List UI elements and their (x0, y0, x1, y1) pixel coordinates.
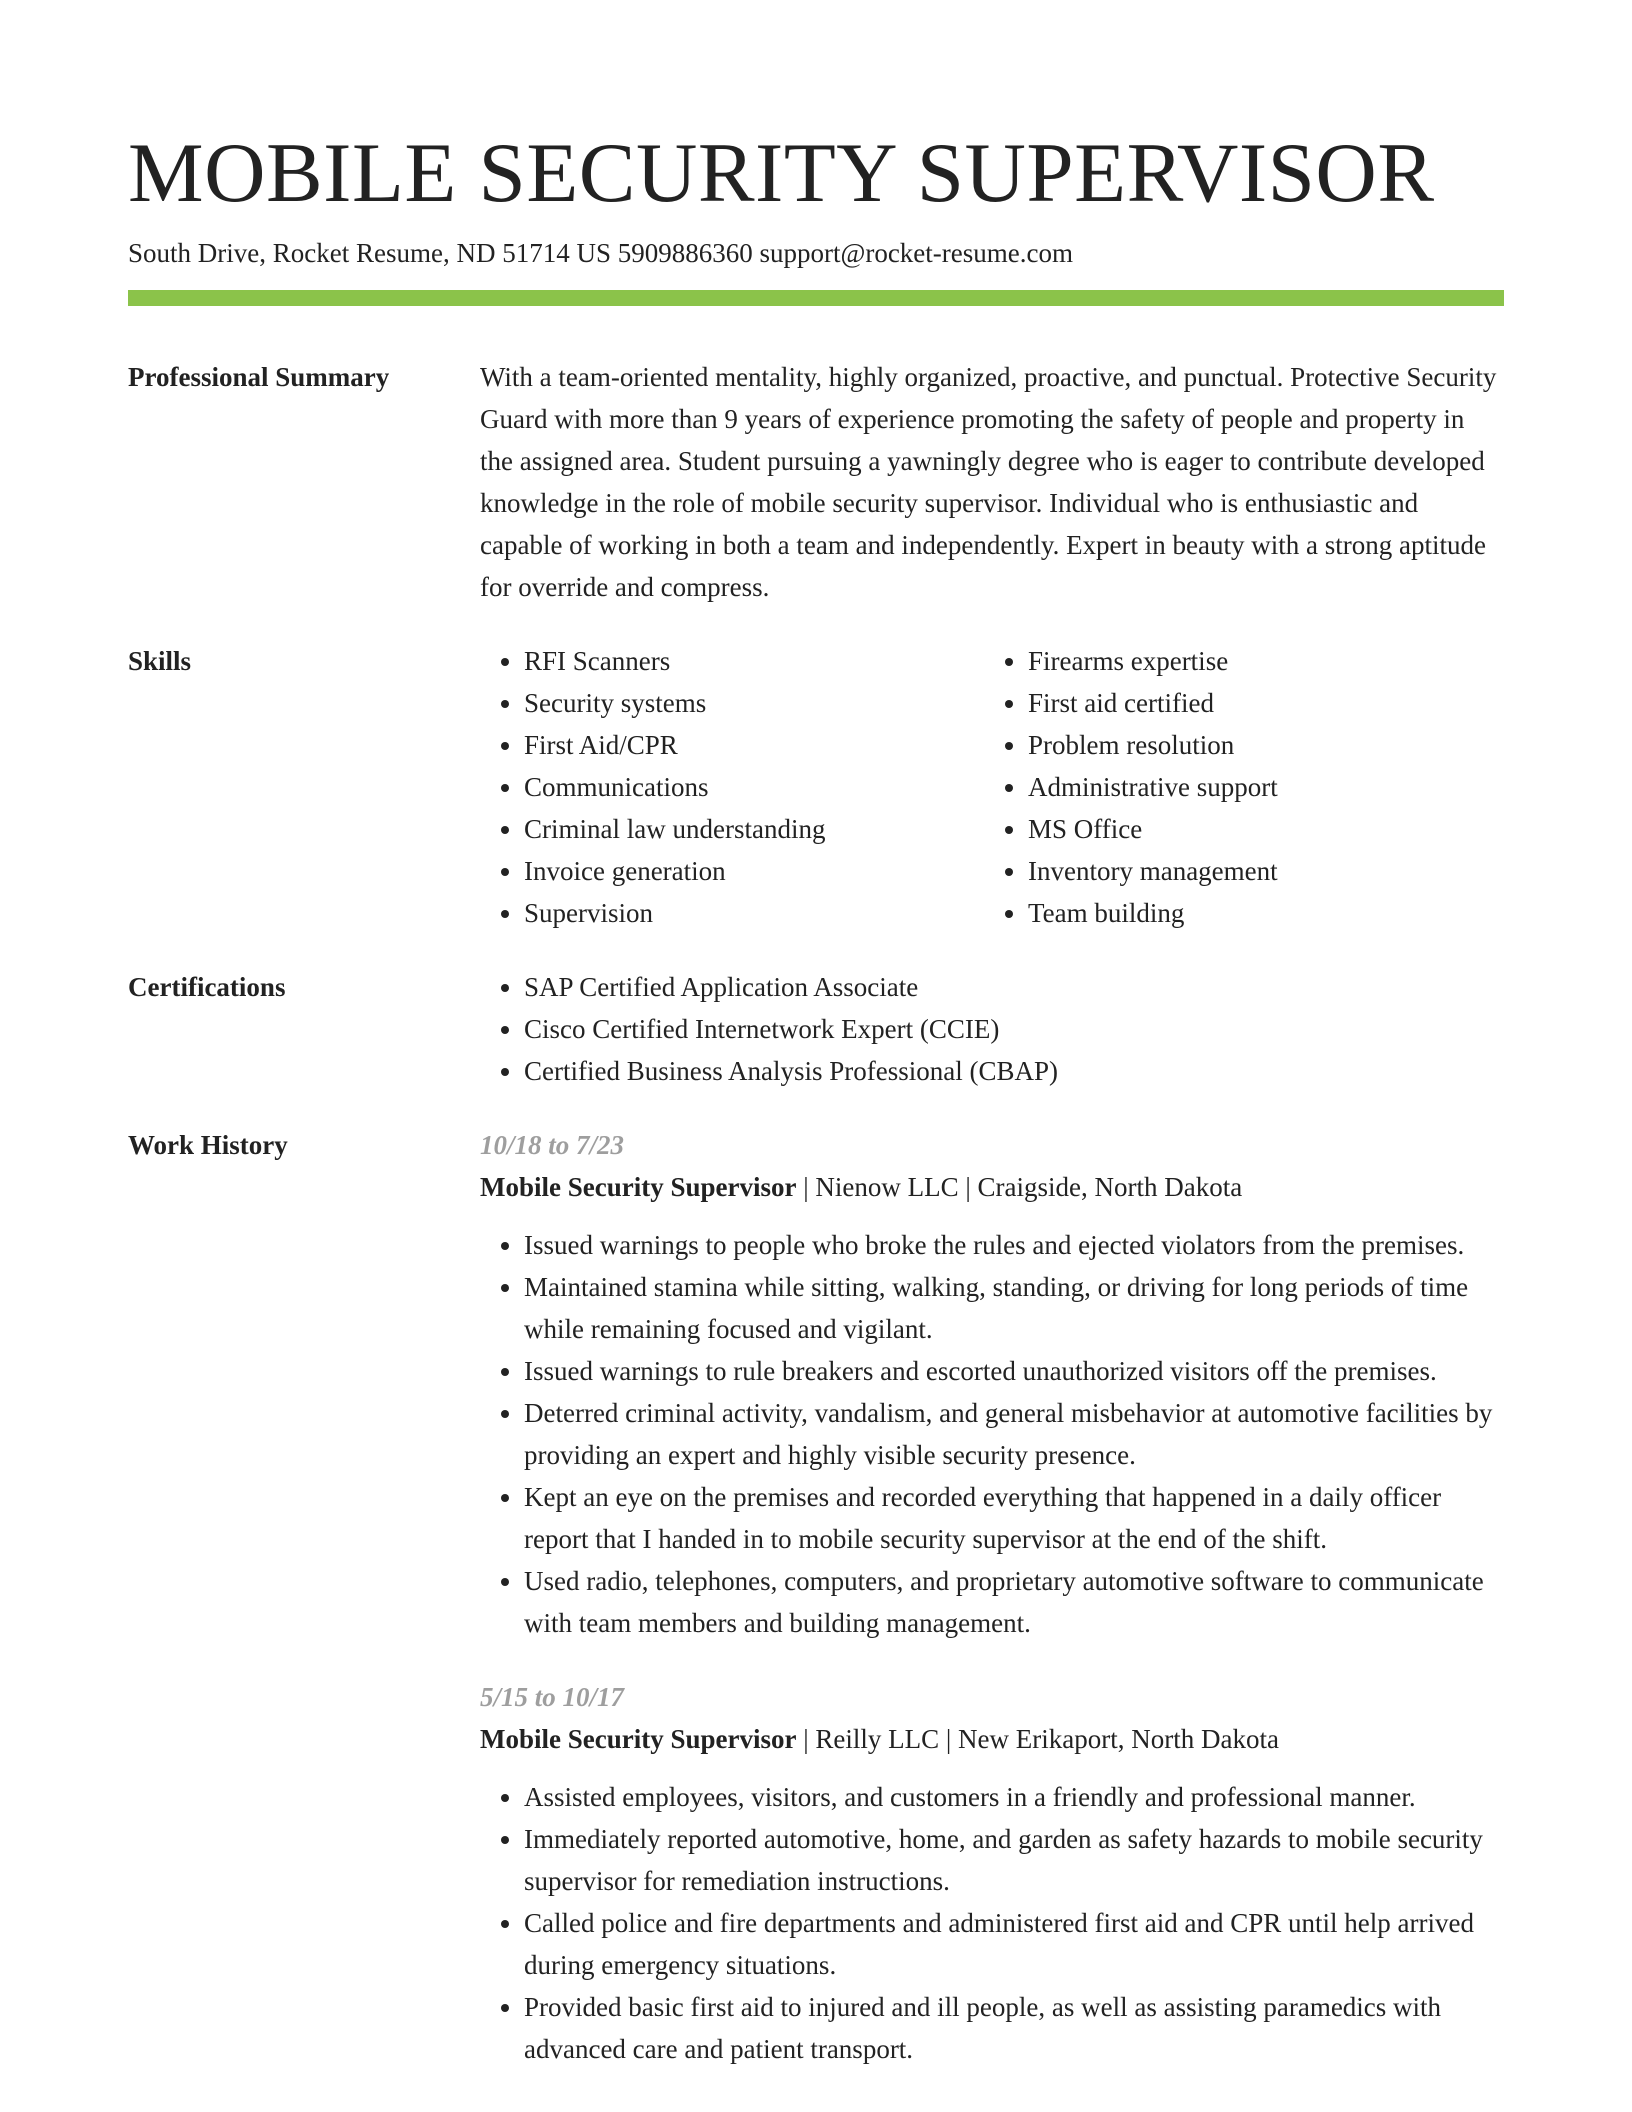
contact-line (128, 236, 1504, 270)
job-duty: • Immediately reported automotive, home, and garden as safety hazards to mobile security supervisor for remediation instructions. (524, 1818, 1504, 1902)
skill-item: • Security systems (524, 682, 984, 724)
job-dates: 10/18 to 7/23 (480, 1130, 625, 1160)
skill-item: • First aid certified (1028, 682, 1488, 724)
certification-item: • Cisco Certified Internetwork Expert (CCIE) (524, 1008, 1504, 1050)
skill-item: • Firearms expertise (1028, 640, 1488, 682)
job-duty: • Kept an eye on the premises and recorded everything that happened in a daily officer report that I handed in to mobile security supervisor at the end of the shift. (524, 1476, 1504, 1560)
work-history-body (480, 1124, 1504, 2070)
job-title-line (480, 1166, 1504, 1208)
skills-list-right (984, 640, 1488, 934)
skills-list-left (480, 640, 984, 934)
skill-item: • Inventory management (1028, 850, 1488, 892)
work-history-label: Work History (128, 1130, 288, 1160)
contact-email: support@rocket-resume.com (759, 238, 1073, 268)
job-entry (480, 1676, 1504, 2070)
resume-page (128, 0, 1504, 2070)
skills-body (480, 640, 1504, 934)
certifications-label: Certifications (128, 972, 286, 1002)
certification-item: • SAP Certified Application Associate (524, 966, 1504, 1008)
job-dates: 5/15 to 10/17 (480, 1682, 625, 1712)
summary-label: Professional Summary (128, 362, 390, 392)
job-duty: • Maintained stamina while sitting, walking, standing, or driving for long periods of time while remaining focused and vigilant. (524, 1266, 1504, 1350)
job-duty: • Assisted employees, visitors, and customers in a friendly and professional manner. (524, 1776, 1504, 1818)
skill-item: • Administrative support (1028, 766, 1488, 808)
skill-item: • Criminal law understanding (524, 808, 984, 850)
job-duties-list (480, 1224, 1504, 1644)
skill-item: • Team building (1028, 892, 1488, 934)
skill-item: • Problem resolution (1028, 724, 1488, 766)
summary-text: With a team-oriented mentality, highly organized, proactive, and punctual. Protective Security Guard with more than 9 years of experience promoting the safety of people and property in the assigned area. Student pursuing a yawningly degree who is eager to contribute developed knowledge in the role of mobile security supervisor. Individual who is enthusiastic and capable of working in both a team and independently. Expert in beauty with a strong aptitude for override and compress. (480, 362, 1497, 602)
contact-phone: 5909886360 (617, 238, 753, 268)
job-duty: • Issued warnings to rule breakers and escorted unauthorized visitors off the premises. (524, 1350, 1504, 1392)
skills-label: Skills (128, 646, 192, 676)
job-company: | Nienow LLC | Craigside, North Dakota (796, 1172, 1243, 1202)
work-history-section (128, 1124, 1504, 2070)
job-duty: • Called police and fire departments and administered first aid and CPR until help arrived during emergency situations. (524, 1902, 1504, 1986)
job-duty: • Used radio, telephones, computers, and proprietary automotive software to communicate with team members and building management. (524, 1560, 1504, 1644)
candidate-name: MOBILE SECURITY SUPERVISOR (128, 126, 1435, 220)
skill-item: • Invoice generation (524, 850, 984, 892)
header-divider (128, 290, 1504, 306)
certifications-list (480, 966, 1504, 1092)
job-title-line (480, 1718, 1504, 1760)
job-duty: • Issued warnings to people who broke the rules and ejected violators from the premises. (524, 1224, 1504, 1266)
job-duties-list (480, 1776, 1504, 2070)
job-title: Mobile Security Supervisor (480, 1172, 797, 1202)
job-entry (480, 1124, 1504, 1644)
skill-item: • Communications (524, 766, 984, 808)
skill-item: • Supervision (524, 892, 984, 934)
job-company: | Reilly LLC | New Erikaport, North Dakota (796, 1724, 1279, 1754)
job-duty: • Provided basic first aid to injured and ill people, as well as assisting paramedics with advanced care and patient transport. (524, 1986, 1504, 2070)
skill-item: • First Aid/CPR (524, 724, 984, 766)
certifications-section (128, 966, 1504, 1092)
contact-address: South Drive, Rocket Resume, ND 51714 US (128, 238, 611, 268)
job-title: Mobile Security Supervisor (480, 1724, 797, 1754)
skill-item: • MS Office (1028, 808, 1488, 850)
job-duty: • Deterred criminal activity, vandalism, and general misbehavior at automotive facilities by providing an expert and highly visible security presence. (524, 1392, 1504, 1476)
summary-section (128, 356, 1504, 608)
certification-item: • Certified Business Analysis Professional (CBAP) (524, 1050, 1504, 1092)
certifications-body (480, 966, 1504, 1092)
skill-item: • RFI Scanners (524, 640, 984, 682)
skills-columns (480, 640, 1504, 934)
skills-section (128, 640, 1504, 934)
